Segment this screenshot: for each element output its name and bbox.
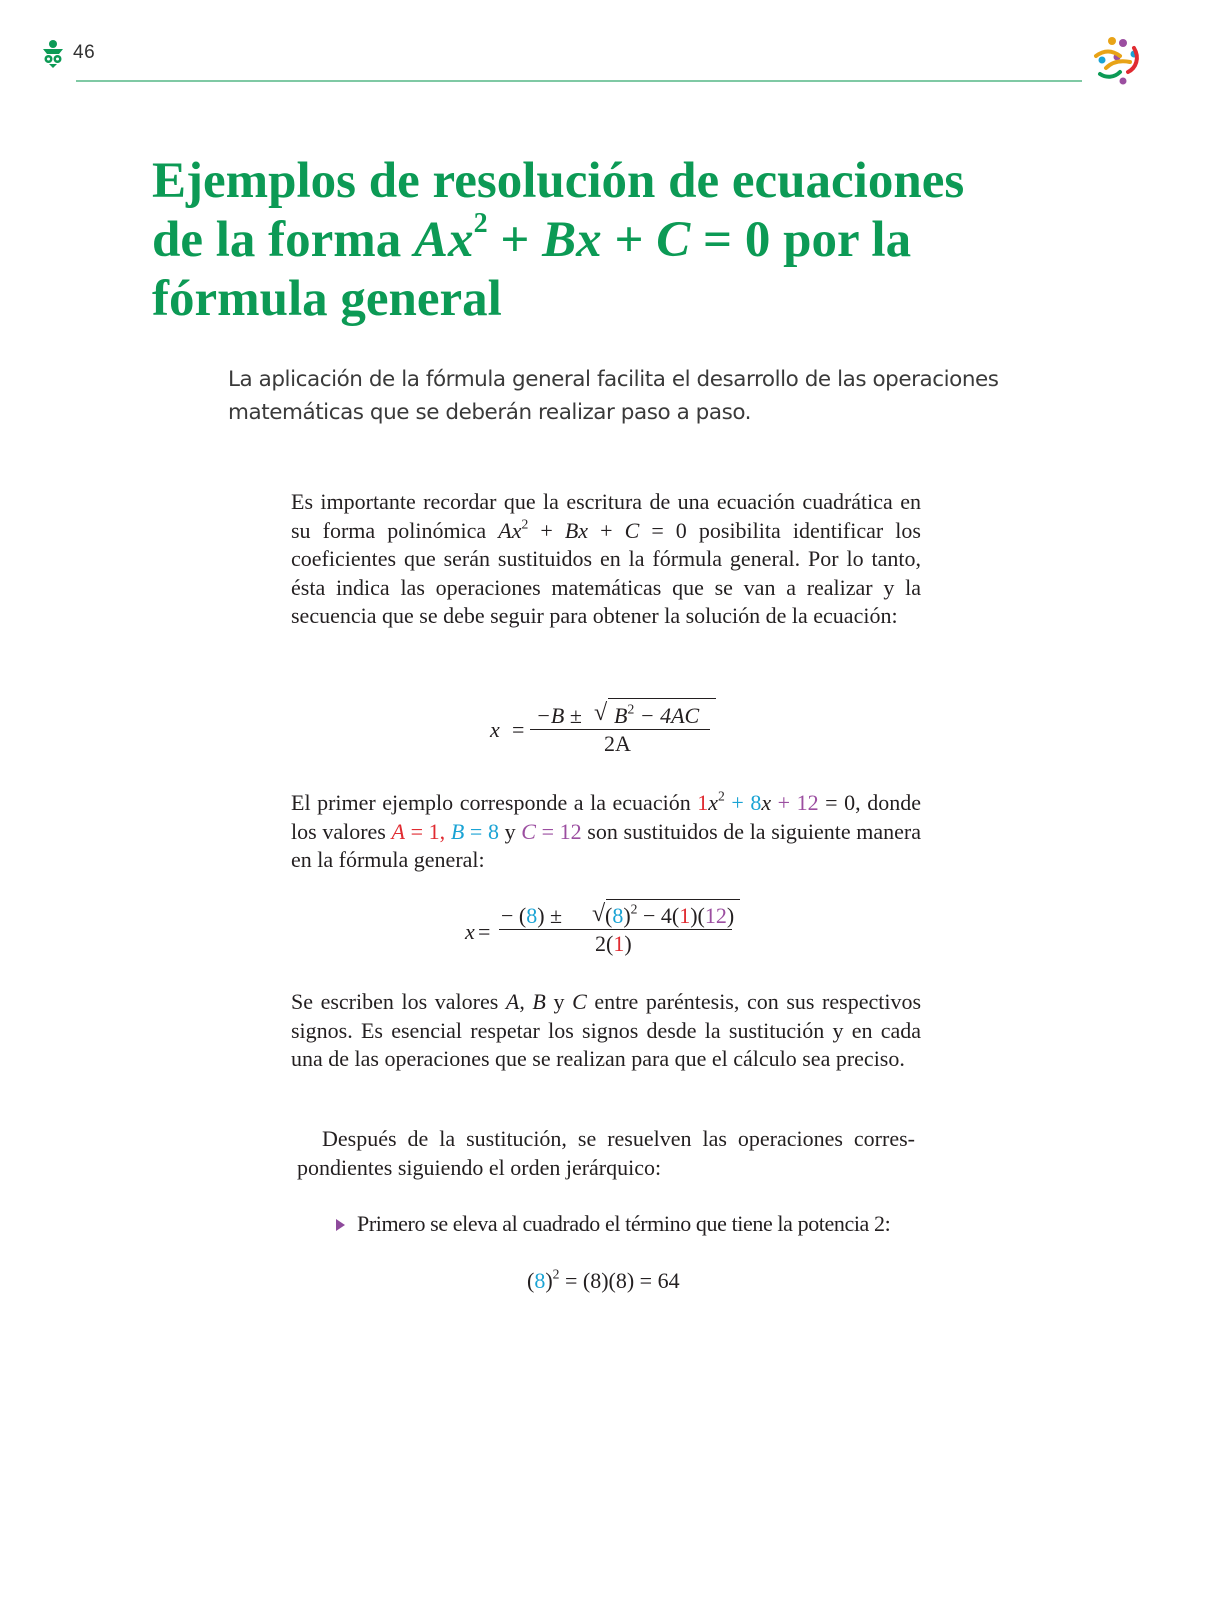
p3-a: A (505, 989, 520, 1014)
formula2-d1: 2( (595, 931, 614, 956)
p1-eq-exp: 2 (521, 515, 529, 531)
formula2-r-a: 1 (679, 903, 691, 928)
p2-eq-plus: + (724, 790, 751, 815)
general-formula (490, 695, 750, 765)
formula2-fraction-bar (499, 929, 732, 930)
page-header (0, 0, 1214, 100)
paragraph-3 (291, 988, 921, 1074)
p3-text-1: Se escriben los valores (291, 989, 506, 1014)
final-equation (527, 1268, 680, 1294)
formula1-equals: = (512, 717, 525, 742)
formula1-denominator (604, 731, 631, 757)
p1-eq-bx: Bx (564, 517, 589, 543)
paragraph-2 (291, 789, 921, 875)
formula2-r-c: 12 (704, 903, 727, 928)
formula2-d-a: 1 (613, 931, 625, 956)
formula1-fraction-bar (530, 729, 710, 730)
substituted-formula (465, 895, 765, 965)
formula1-lhs: x (490, 717, 500, 742)
title-eq-plus-2: + (614, 212, 644, 268)
page-number: 46 (73, 42, 96, 63)
p2-text-3: son sustituidos de la siguiente manera en la fórmula general: (291, 818, 922, 872)
final-b: 8 (534, 1268, 546, 1293)
title-line-3: fórmula general (152, 271, 502, 327)
formula2-radical-bar (606, 899, 740, 900)
formula1-numerator-prefix: −B ± (536, 703, 582, 728)
formula2-n-b: 8 (526, 903, 538, 928)
p2-eq-coef-a: 1 (697, 790, 709, 815)
p3-text-2: entre paréntesis, con sus respectivos signos. Es esencial respetar los signos desde la sustitución y en cada una de las operaciones que se realizan para que el cálculo sea preciso. (291, 989, 922, 1071)
formula2-r1: ( (605, 903, 613, 928)
final-p3: ) (545, 1268, 553, 1293)
formula1-radical: √ (594, 700, 608, 726)
p2-and: y (498, 818, 522, 844)
p3-c: C (572, 989, 587, 1014)
formula1-rad-rest: − 4AC (634, 703, 700, 728)
formula2-r-b: 8 (612, 903, 624, 928)
title-line-2-prefix: de la forma (152, 212, 415, 268)
final-p1: ( (527, 1268, 535, 1293)
formula2-radical: √ (592, 901, 606, 927)
title-line-1: Ejemplos de resolución de ecuaciones (152, 153, 965, 209)
p1-eq-c: C (624, 517, 640, 543)
formula1-den-text: 2A (604, 731, 631, 756)
formula2-n1: − ( (501, 903, 527, 928)
p1-eq-plus-2: + (588, 517, 625, 543)
formula2-r3: ) (623, 903, 631, 928)
formula2-r6: )( (690, 903, 705, 928)
formula2-n3: ) ± (537, 903, 563, 928)
p2-eq-coef-b: 8 (750, 790, 762, 815)
p1-text-before: Es importante recordar que la escritura de una ecuación cuadrática en su forma polinómica (291, 489, 921, 543)
final-rest: = (8)(8) = 64 (559, 1268, 680, 1293)
formula2-r-exp: 2 (630, 901, 638, 917)
intro-paragraph: La aplicación de la fórmula general facilita el desarrollo de las operaciones matemáticas que se deberán realizar paso a paso. (228, 367, 999, 425)
formula1-rad-exp: 2 (627, 701, 635, 717)
p1-eq-end: = 0 (639, 517, 687, 543)
p2-eq-exp: 2 (718, 788, 725, 804)
p2-eq-coef-c: 12 (796, 790, 819, 815)
formula2-d3: ) (624, 931, 632, 956)
p2-value-c: = 12 (535, 818, 582, 844)
logo-icon (1090, 34, 1144, 86)
mascot-icon (40, 38, 66, 68)
formula2-r4: − 4( (637, 903, 680, 928)
formula2-r8: ) (726, 903, 735, 928)
paragraph-1 (291, 488, 921, 631)
p3-and: y (545, 989, 573, 1014)
formula1-radical-bar (608, 698, 716, 699)
title-eq-ax: Ax (414, 212, 474, 268)
page-title (152, 152, 1052, 329)
formula2-equals: = (478, 919, 491, 944)
title-eq-equals-zero: = 0 (703, 212, 771, 268)
title-eq-bx: Bx (542, 212, 602, 268)
p2-eq-plus-2: + (771, 790, 797, 815)
p2-eq-end: = 0, (818, 790, 861, 815)
p2-label-b: B (450, 818, 465, 844)
title-line-2-suffix: por la (783, 212, 912, 268)
p1-eq-ax: Ax (498, 517, 522, 543)
p2-text-1: El primer ejemplo corresponde a la ecuación (291, 790, 698, 815)
final-exp: 2 (552, 1266, 560, 1282)
paragraph-4: Después de la sustitución, se resuelven las operaciones correspondientes siguiendo el orden jerárquico: (297, 1126, 915, 1180)
title-eq-plus: + (500, 212, 530, 268)
p3-b: B (532, 989, 546, 1014)
formula2-lhs: x (465, 919, 475, 944)
p2-eq-x-2: x (761, 790, 772, 815)
p2-value-b: = 8 (464, 818, 499, 844)
p2-value-a: = 1, (404, 818, 446, 844)
p1-text-after: posibilita identificar los coeficientes que serán sustituidos en la fórmula general. Por lo tanto, ésta indica las operaciones matemáticas que se van a realizar y la secuencia que se debe seguir para obtener la solución de la ecuación: (291, 517, 921, 628)
header-rule (76, 80, 1082, 82)
bullet-text: Primero se eleva al cuadrado el término que tiene la potencia 2: (357, 1211, 891, 1236)
formula1-rad-b: B (614, 703, 628, 728)
p2-eq-x: x (708, 790, 719, 815)
p3-comma: , (519, 989, 533, 1014)
title-eq-c: C (656, 212, 691, 268)
title-eq-exp: 2 (473, 208, 488, 240)
p2-text-2: donde los valores (291, 790, 921, 844)
bullet-arrow-icon (336, 1219, 345, 1231)
p2-label-c: C (521, 818, 536, 844)
p2-label-a: A (391, 818, 405, 844)
p1-eq-plus: + (528, 517, 565, 543)
